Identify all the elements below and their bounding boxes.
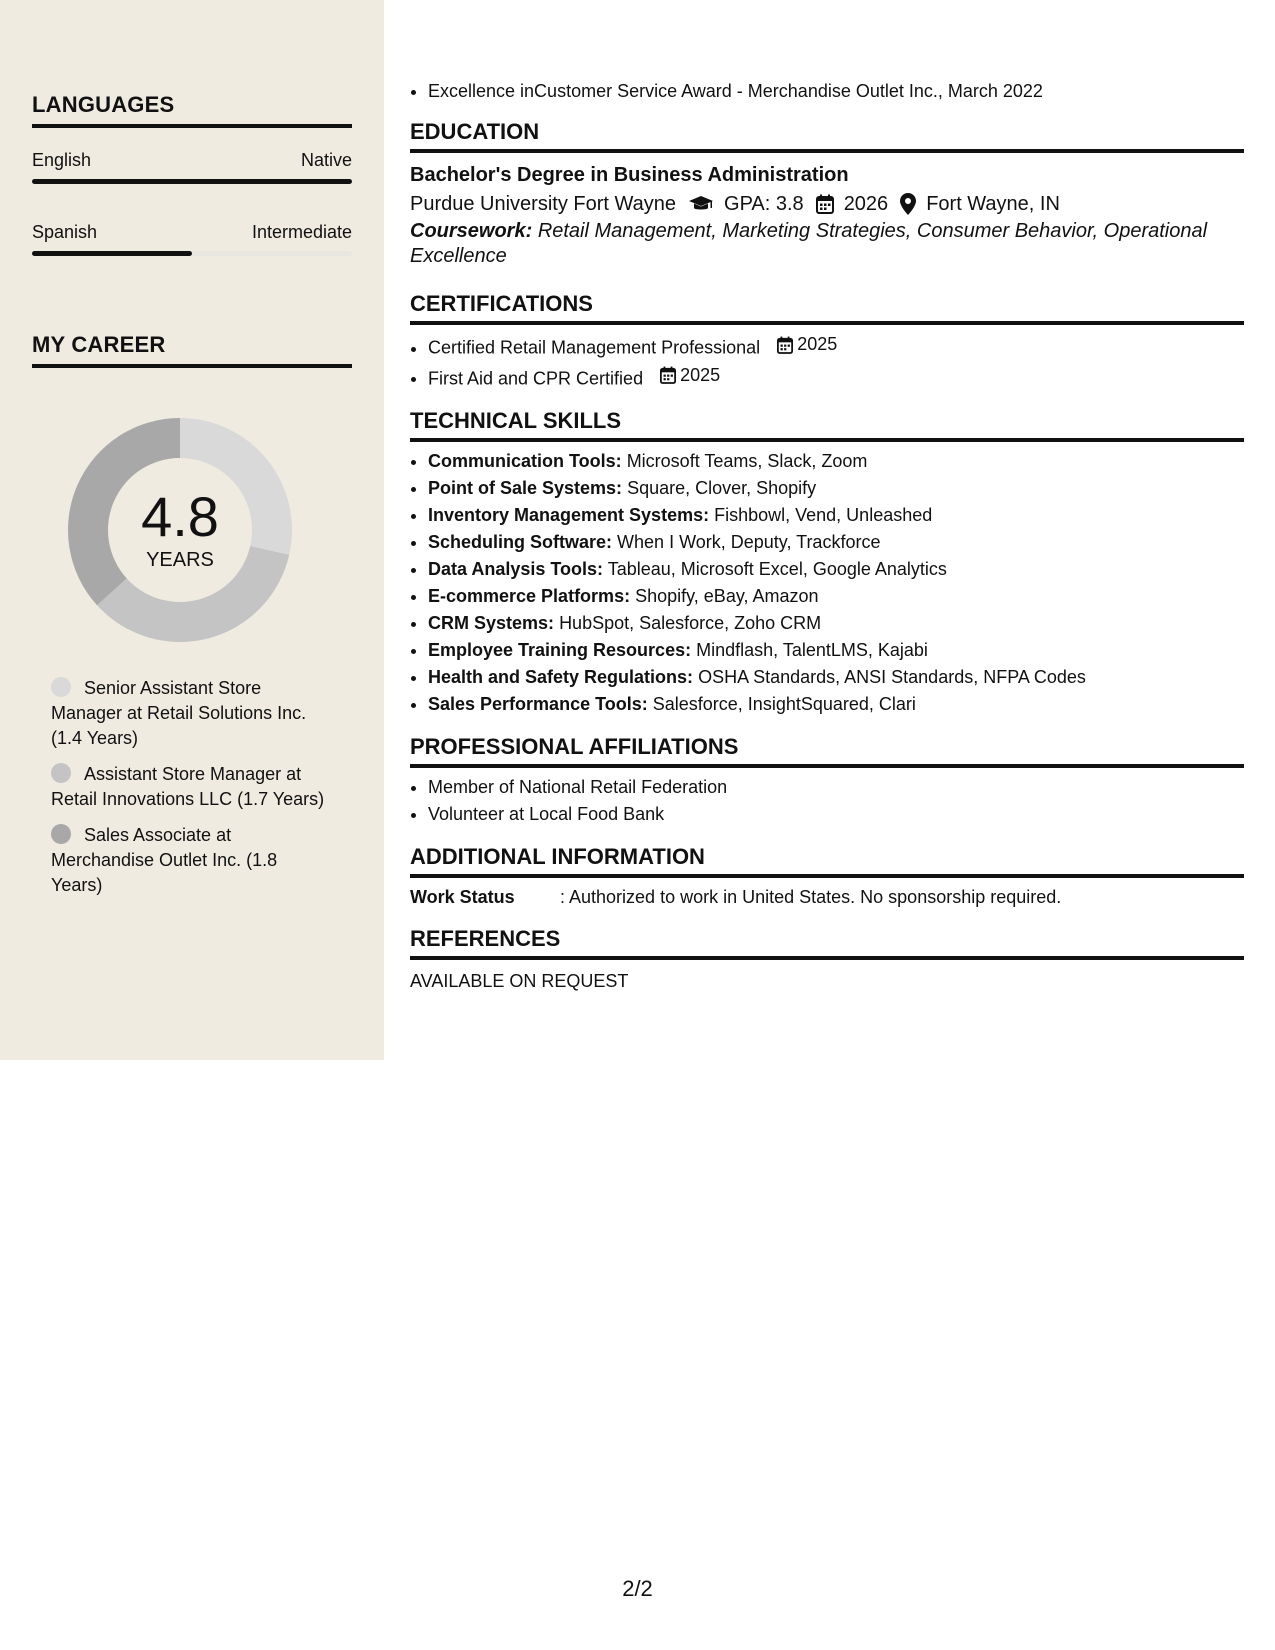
skill-value: When I Work, Deputy, Trackforce <box>617 532 881 552</box>
legend-dot <box>51 824 71 844</box>
additional-section <box>410 844 1244 910</box>
career-title: MY CAREER <box>32 332 352 368</box>
school-name: Purdue University Fort Wayne <box>410 193 677 215</box>
language-proficiency-fill <box>32 179 352 184</box>
education-title: EDUCATION <box>410 119 1244 153</box>
language-proficiency-bar <box>32 251 352 256</box>
skill-label: Health and Safety Regulations: <box>428 667 694 687</box>
career-legend-item <box>51 823 331 898</box>
skill-item <box>428 529 1244 556</box>
references-text: AVAILABLE ON REQUEST <box>410 971 629 991</box>
certification-name: Certified Retail Management Professional <box>428 337 761 358</box>
affiliations-section <box>410 734 1244 828</box>
languages-title: LANGUAGES <box>32 92 352 128</box>
coursework-label: Coursework: <box>410 220 533 242</box>
skill-item <box>428 448 1244 475</box>
work-status-row <box>410 884 1244 910</box>
skill-value: Mindflash, TalentLMS, Kajabi <box>696 640 928 660</box>
skill-item <box>428 475 1244 502</box>
degree: Bachelor's Degree in Business Administration <box>410 164 849 186</box>
certifications-title: CERTIFICATIONS <box>410 291 1244 325</box>
skill-value: Microsoft Teams, Slack, Zoom <box>626 451 868 471</box>
language-proficiency-bar <box>32 179 352 184</box>
affiliation-item: • Volunteer at Local Food Bank <box>428 801 1244 828</box>
skill-label: Employee Training Resources: <box>428 640 692 660</box>
skill-label: Communication Tools: <box>428 451 622 471</box>
certification-date: 2025 <box>680 364 721 385</box>
skill-item <box>428 502 1244 529</box>
skills-section <box>410 408 1244 718</box>
certification-date: 2025 <box>797 334 838 354</box>
skill-item <box>428 691 1244 718</box>
career-legend <box>51 676 331 909</box>
legend-dot <box>51 677 71 697</box>
language-name: English <box>32 150 92 170</box>
donut-center <box>66 416 294 644</box>
affiliations-title: PROFESSIONAL AFFILIATIONS <box>410 734 1244 768</box>
skill-label: Inventory Management Systems: <box>428 505 710 525</box>
skill-value: HubSpot, Salesforce, Zoho CRM <box>559 613 822 633</box>
page-number: 2/2 <box>622 1576 653 1601</box>
skills-title: TECHNICAL SKILLS <box>410 408 1244 442</box>
school-location: Fort Wayne, IN <box>926 193 1060 215</box>
skills-list <box>410 448 1244 718</box>
certification-item <box>428 362 1244 393</box>
skill-label: CRM Systems: <box>428 613 555 633</box>
language-item <box>32 150 352 184</box>
calendar-icon <box>777 336 793 354</box>
award-item: • Excellence inCustomer Service Award - Merchandise Outlet Inc., March 2022 <box>428 78 1244 105</box>
references-section <box>410 926 1244 994</box>
certifications-section <box>410 291 1244 392</box>
career-total-unit: YEARS <box>146 548 214 571</box>
awards-list <box>410 78 1244 105</box>
work-status-value: : Authorized to work in United States. No sponsorship required. <box>560 887 1062 907</box>
coursework-value: Retail Management, Marketing Strategies, Consumer Behavior, Operational Excellence <box>410 220 1208 267</box>
legend-label: Sales Associate at Merchandise Outlet Inc. (1.8 Years) <box>51 825 278 895</box>
map-pin-icon <box>900 193 916 215</box>
career-total-years: 4.8 <box>141 484 219 548</box>
calendar-icon <box>816 194 834 214</box>
additional-title: ADDITIONAL INFORMATION <box>410 844 1244 878</box>
graduation-cap-icon <box>688 195 714 213</box>
career-donut-chart <box>66 416 294 644</box>
skill-label: Data Analysis Tools: <box>428 559 604 579</box>
language-level: Native <box>300 150 352 170</box>
skill-item <box>428 583 1244 610</box>
skill-value: Square, Clover, Shopify <box>627 478 817 498</box>
gpa: GPA: 3.8 <box>724 193 804 215</box>
sidebar <box>0 0 384 1060</box>
language-proficiency-fill <box>32 251 192 256</box>
legend-dot <box>51 763 71 783</box>
certification-item <box>428 331 1244 362</box>
skill-item <box>428 610 1244 637</box>
skill-value: Tableau, Microsoft Excel, Google Analytics <box>607 559 947 579</box>
skill-label: Sales Performance Tools: <box>428 694 648 714</box>
skill-label: Scheduling Software: <box>428 532 613 552</box>
skill-item <box>428 664 1244 691</box>
references-title: REFERENCES <box>410 926 1244 960</box>
career-legend-item <box>51 762 331 812</box>
skill-value: Salesforce, InsightSquared, Clari <box>652 694 916 714</box>
language-item <box>32 222 352 256</box>
certification-name: First Aid and CPR Certified <box>428 368 644 388</box>
skill-item <box>428 637 1244 664</box>
coursework <box>410 219 1244 269</box>
skill-label: Point of Sale Systems: <box>428 478 623 498</box>
legend-label: Assistant Store Manager at Retail Innovations LLC (1.7 Years) <box>51 764 325 809</box>
education-section <box>410 119 1244 269</box>
education-meta <box>410 189 1244 219</box>
work-status-label: Work Status <box>410 887 515 907</box>
career-section <box>32 332 352 368</box>
affiliation-item: • Member of National Retail Federation <box>428 774 1244 801</box>
skill-item <box>428 556 1244 583</box>
skill-value: OSHA Standards, ANSI Standards, NFPA Codes <box>698 667 1086 687</box>
languages-section <box>32 92 352 256</box>
calendar-icon <box>660 366 676 384</box>
legend-label: Senior Assistant Store Manager at Retail Solutions Inc. (1.4 Years) <box>51 678 307 748</box>
language-level: Intermediate <box>251 222 352 242</box>
career-legend-item <box>51 676 331 751</box>
skill-value: Shopify, eBay, Amazon <box>635 586 819 606</box>
graduation-year: 2026 <box>843 193 889 215</box>
skill-label: E-commerce Platforms: <box>428 586 631 606</box>
main-content <box>410 78 1244 994</box>
language-name: Spanish <box>32 222 98 242</box>
skill-value: Fishbowl, Vend, Unleashed <box>714 505 933 525</box>
